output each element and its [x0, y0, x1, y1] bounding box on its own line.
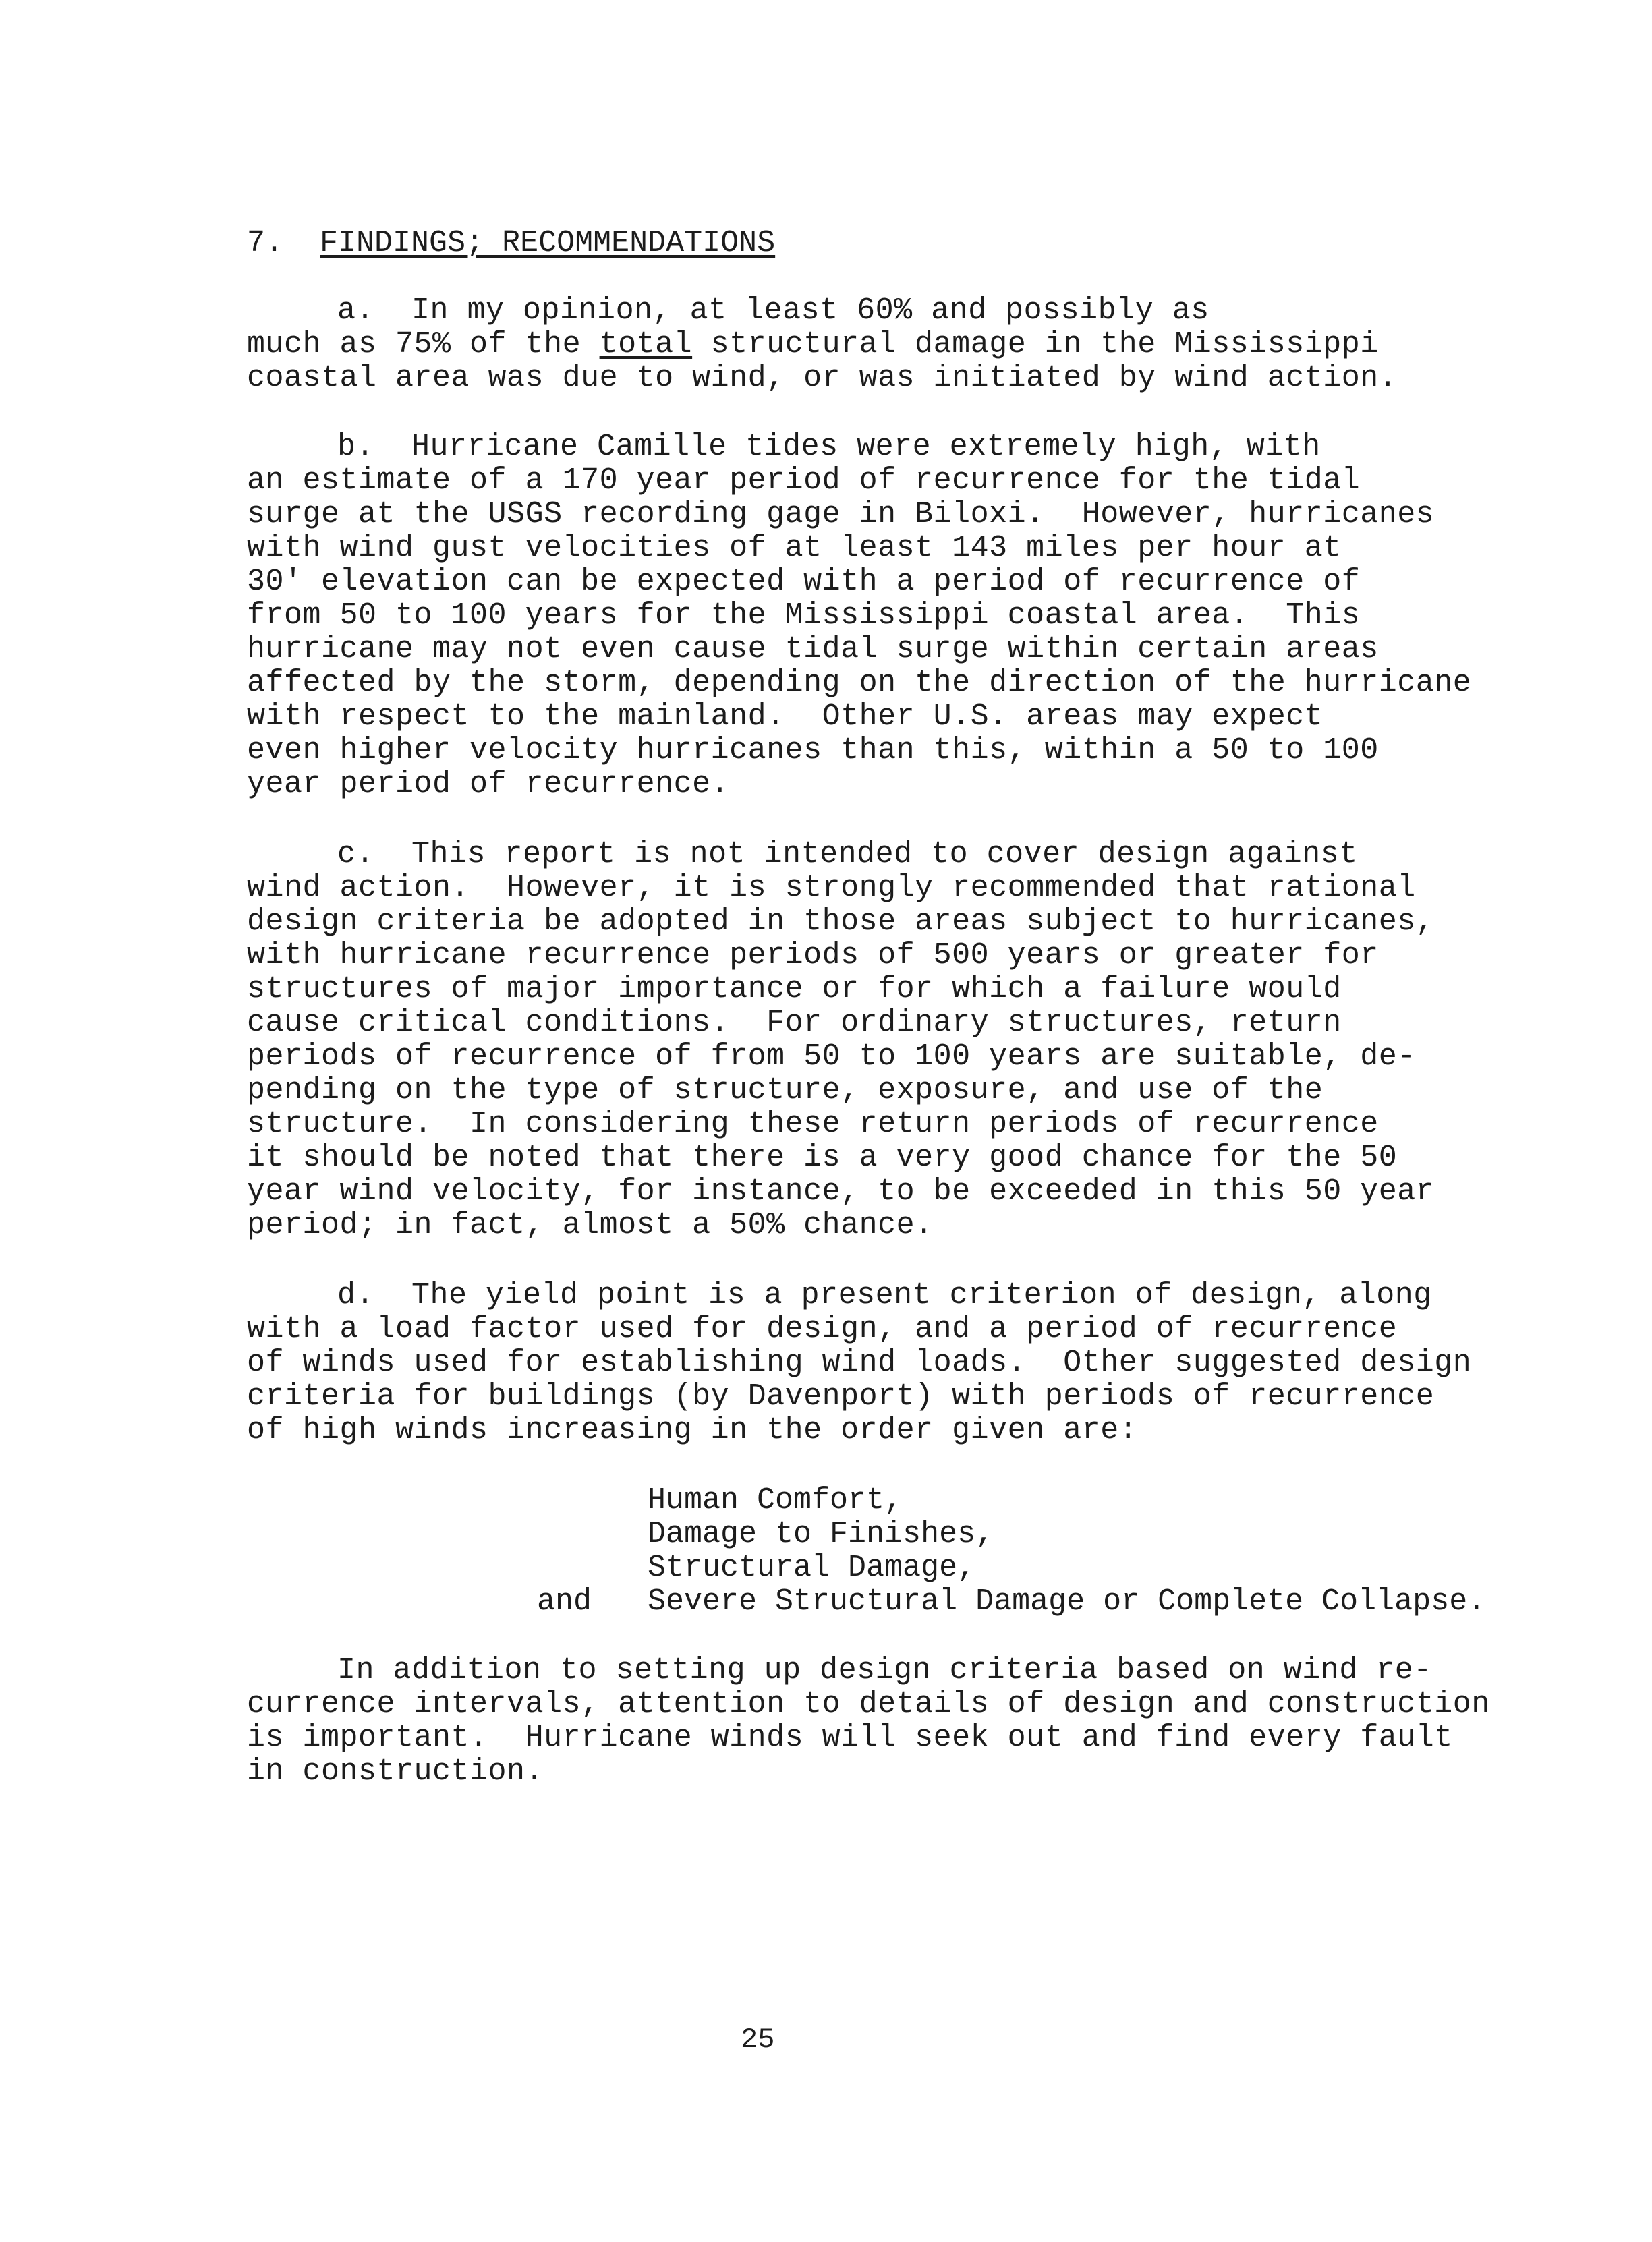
paragraph-line: a. In my opinion, at least 60% and possibly as: [337, 293, 1209, 328]
list-item: Human Comfort,: [648, 1483, 903, 1518]
paragraph-line: b. Hurricane Camille tides were extremely high, with: [337, 430, 1321, 464]
paragraph-line: of winds used for establishing wind loads. Other suggested design: [247, 1346, 1472, 1380]
paragraph-line: coastal area was due to wind, or was initiated by wind action.: [247, 361, 1398, 395]
paragraph-line: pending on the type of structure, exposure, and use of the: [247, 1073, 1323, 1108]
paragraph-line: structure. In considering these return periods of recurrence: [247, 1107, 1379, 1141]
section-title: FINDINGS; RECOMMENDATIONS: [320, 226, 776, 260]
paragraph-line: with respect to the mainland. Other U.S. areas may expect: [247, 699, 1323, 734]
paragraph-line: currence intervals, attention to details of design and construction: [247, 1687, 1490, 1721]
paragraph-line: structures of major importance or for which a failure would: [247, 972, 1342, 1006]
list-conjunction: and: [537, 1584, 592, 1619]
paragraph-line: d. The yield point is a present criterion of design, along: [337, 1278, 1432, 1313]
paragraph-line: much as 75% of the total structural damage in the Mississippi: [247, 327, 1379, 362]
list-item: Structural Damage,: [648, 1551, 976, 1585]
list-item: Damage to Finishes,: [648, 1517, 994, 1551]
paragraph-line: period; in fact, almost a 50% chance.: [247, 1208, 934, 1242]
paragraph-line: with a load factor used for design, and a period of recurrence: [247, 1312, 1398, 1346]
paragraph-line: with hurricane recurrence periods of 500 years or greater for: [247, 938, 1379, 973]
paragraph-line: surge at the USGS recording gage in Biloxi. However, hurricanes: [247, 497, 1435, 531]
section-heading: [247, 227, 775, 260]
paragraph-line: In addition to setting up design criteria based on wind re-: [337, 1653, 1432, 1688]
paragraph-line: cause critical conditions. For ordinary structures, return: [247, 1006, 1342, 1040]
paragraph-line: it should be noted that there is a very good chance for the 50: [247, 1141, 1398, 1175]
paragraph-line: design criteria be adopted in those areas subject to hurricanes,: [247, 904, 1435, 939]
paragraph-line: of high winds increasing in the order given are:: [247, 1413, 1138, 1447]
paragraph-line: from 50 to 100 years for the Mississippi coastal area. This: [247, 598, 1361, 633]
paragraph-line: in construction.: [247, 1754, 544, 1789]
paragraph-line: year period of recurrence.: [247, 767, 730, 801]
emphasis-total: total: [599, 327, 693, 362]
page-number: 25: [741, 2023, 775, 2056]
paragraph-line: 30' elevation can be expected with a period of recurrence of: [247, 565, 1361, 599]
list-item: Severe Structural Damage or Complete Collapse.: [648, 1584, 1486, 1619]
paragraph-line: an estimate of a 170 year period of recurrence for the tidal: [247, 463, 1361, 498]
paragraph-line: c. This report is not intended to cover design against: [337, 837, 1358, 871]
paragraph-line: wind action. However, it is strongly recommended that rational: [247, 871, 1416, 905]
paragraph-line: affected by the storm, depending on the direction of the hurricane: [247, 666, 1472, 700]
paragraph-line: is important. Hurricane winds will seek out and find every fault: [247, 1721, 1453, 1755]
paragraph-line: hurricane may not even cause tidal surge within certain areas: [247, 632, 1379, 666]
paragraph-line: criteria for buildings (by Davenport) with periods of recurrence: [247, 1379, 1435, 1414]
paragraph-line: year wind velocity, for instance, to be exceeded in this 50 year: [247, 1174, 1435, 1209]
section-number: 7.: [247, 226, 284, 260]
paragraph-line: with wind gust velocities of at least 143 miles per hour at: [247, 531, 1342, 565]
paragraph-line: periods of recurrence of from 50 to 100 years are suitable, de-: [247, 1039, 1416, 1074]
paragraph-line: even higher velocity hurricanes than this, within a 50 to 100: [247, 733, 1379, 768]
